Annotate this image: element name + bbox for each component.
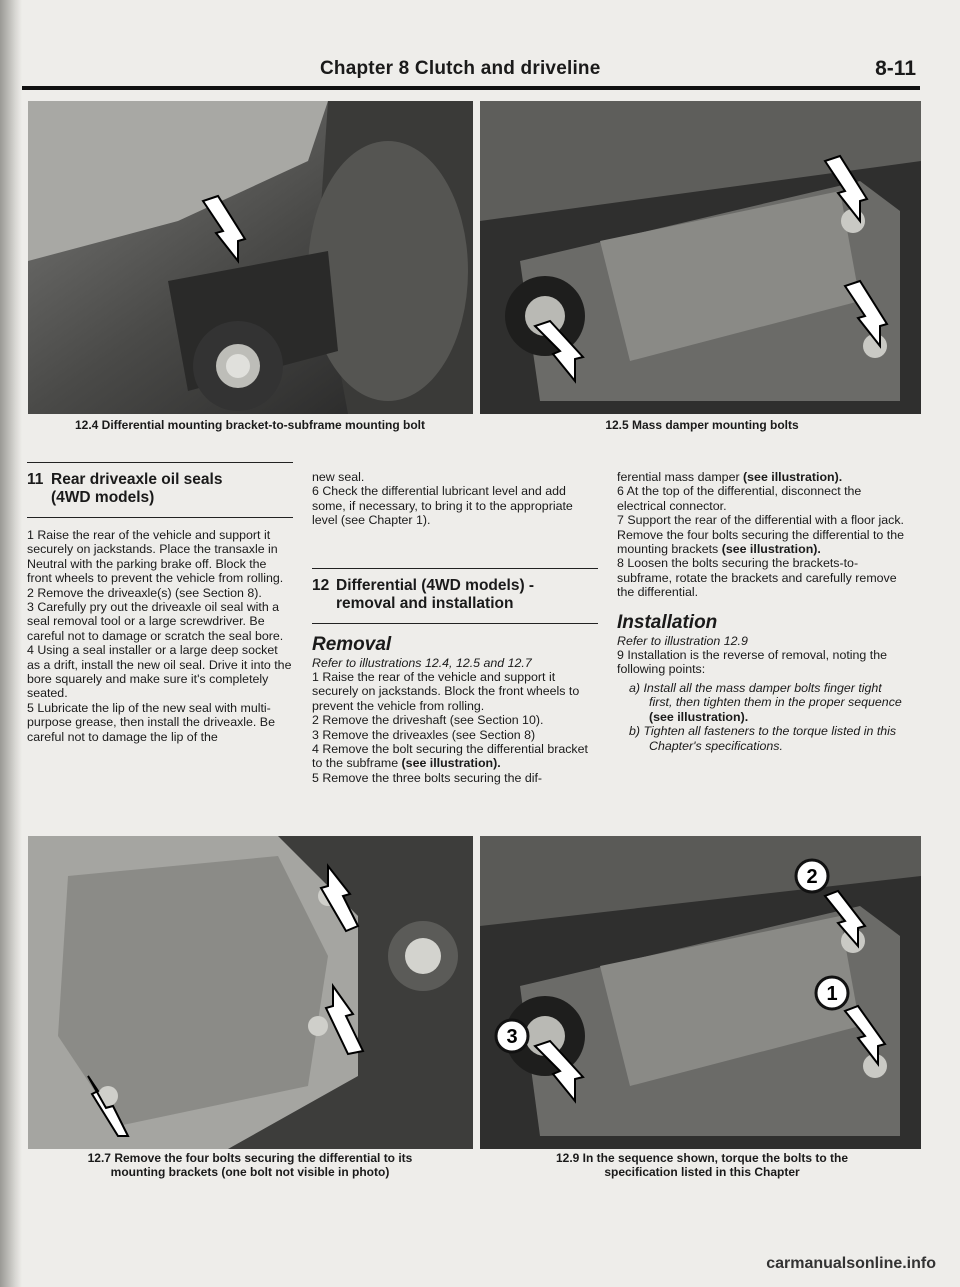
column-1 [27,462,293,744]
section-11-step-2: 2 Remove the driveaxle(s) (see Section 8). [27,585,262,600]
section-11-step-4: 4 Using a seal installer or a large deep socket as a drift, install the new oil seal. Drive it into the bore squarely and make sure it's completely seated. [27,643,292,701]
figure-12-5-photo [480,101,921,414]
figure-12-9-caption-line1: 12.9 In the sequence shown, torque the bolts to the [555,1151,849,1165]
installation-point-a-see-illustration: (see illustration). [649,709,749,724]
page-header [22,52,920,90]
installation-point-b: b) Tighten all fasteners to the torque listed in this Chapter's specifications. [629,724,897,753]
watermark: carmanualsonline.info [766,1255,936,1272]
removal-step-3: 3 Remove the driveaxles (see Section 8) [312,727,536,742]
figure-12-9-caption-line2: specification listed in this Chapter [604,1165,800,1179]
removal-step-1: 1 Raise the rear of the vehicle and support it securely on jackstands. Block the front wheels to prevent the vehicle from rolling. [312,670,580,713]
figure-12-7-caption [30,1151,470,1179]
sequence-label-1: 1 [826,983,838,1005]
figure-12-9-photo [480,836,921,1149]
installation-step-9: 9 Installation is the reverse of removal, noting the following points: [617,648,887,677]
section-11-heading [27,462,293,518]
section-11-title-line1: Rear driveaxle oil seals [51,471,223,488]
page-binding-shadow [0,0,22,1287]
installation-point-a-text: a) Install all the mass damper bolts finger tight first, then tighten them in the proper sequence [629,680,902,710]
removal-step-8: 8 Loosen the bolts securing the brackets-to-subframe, rotate the brackets and carefully remove the differential. [617,556,897,600]
figure-12-7-caption-line2: mounting brackets (one bolt not visible in photo) [110,1165,390,1179]
removal-step-5-see-illustration: (see illustration). [743,470,843,484]
section-12-title-line1: Differential (4WD models) - [336,576,535,594]
removal-step-4-see-illustration: (see illustration). [401,756,501,771]
installation-heading: Installation [617,611,718,633]
column-3 [617,470,907,753]
section-11-step-1: 1 Raise the rear of the vehicle and support it securely on jackstands. Place the transaxle in Neutral with the parking brake off. Block the front wheels to prevent the vehicle from rolling. [27,528,284,586]
removal-step-4-text: 4 Remove the bolt securing the differential bracket to the subframe [312,742,588,771]
page-number: 8-11 [875,57,916,80]
section-11-step-5-continued: new seal. [312,470,365,484]
section-12-heading [312,568,598,624]
section-11-step-6: 6 Check the differential lubricant level and add some, if necessary, to bring it to the appropriate level (see Chapter 1). [312,484,573,528]
figure-12-7-photo [28,836,473,1149]
section-11-step-3: 3 Carefully pry out the driveaxle oil seal with a seal removal tool or a large screwdriver. Be careful not to damage or scratch the seal bore. [27,600,284,643]
sequence-label-2: 2 [806,866,818,888]
section-11-step-5: 5 Lubricate the lip of the new seal with multi-purpose grease, then install the driveaxle. Be careful not to damage the lip of the [27,700,275,744]
removal-step-7-text: 7 Support the rear of the differential with a floor jack. Remove the four bolts securing the differential to the mounting brackets [617,513,904,557]
removal-heading: Removal [312,633,392,655]
removal-step-5-continued [617,470,907,484]
section-11-number: 11 [27,471,44,488]
removal-step-2: 2 Remove the driveshaft (see Section 10). [312,713,544,728]
figure-12-5-caption: 12.5 Mass damper mounting bolts [605,418,799,432]
figure-12-4-photo [28,101,473,414]
sequence-label-3: 3 [506,1026,518,1048]
installation-refer: Refer to illustration 12.9 [617,633,748,648]
removal-step-5: 5 Remove the three bolts securing the dif- [312,770,543,785]
figure-12-9-caption [482,1151,922,1179]
section-11-title-line2: (4WD models) [51,489,155,506]
figure-12-4-caption: 12.4 Differential mounting bracket-to-subframe mounting bolt [74,418,426,432]
section-12-title-line2: removal and installation [336,594,514,612]
removal-step-5-cont-text: ferential mass damper [617,470,744,484]
removal-step-4 [312,742,598,771]
section-12-number: 12 [312,576,330,594]
removal-step-6: 6 At the top of the differential, disconnect the electrical connector. [617,484,862,513]
removal-step-7 [617,513,907,556]
removal-refer: Refer to illustrations 12.4, 12.5 and 12.7 [312,655,532,670]
column-2 [312,470,598,785]
chapter-title: Chapter 8 Clutch and driveline [320,58,601,79]
figure-12-7-caption-line1: 12.7 Remove the four bolts securing the differential to its [87,1151,413,1165]
installation-point-a [617,681,907,724]
removal-step-7-see-illustration: (see illustration). [721,542,821,557]
